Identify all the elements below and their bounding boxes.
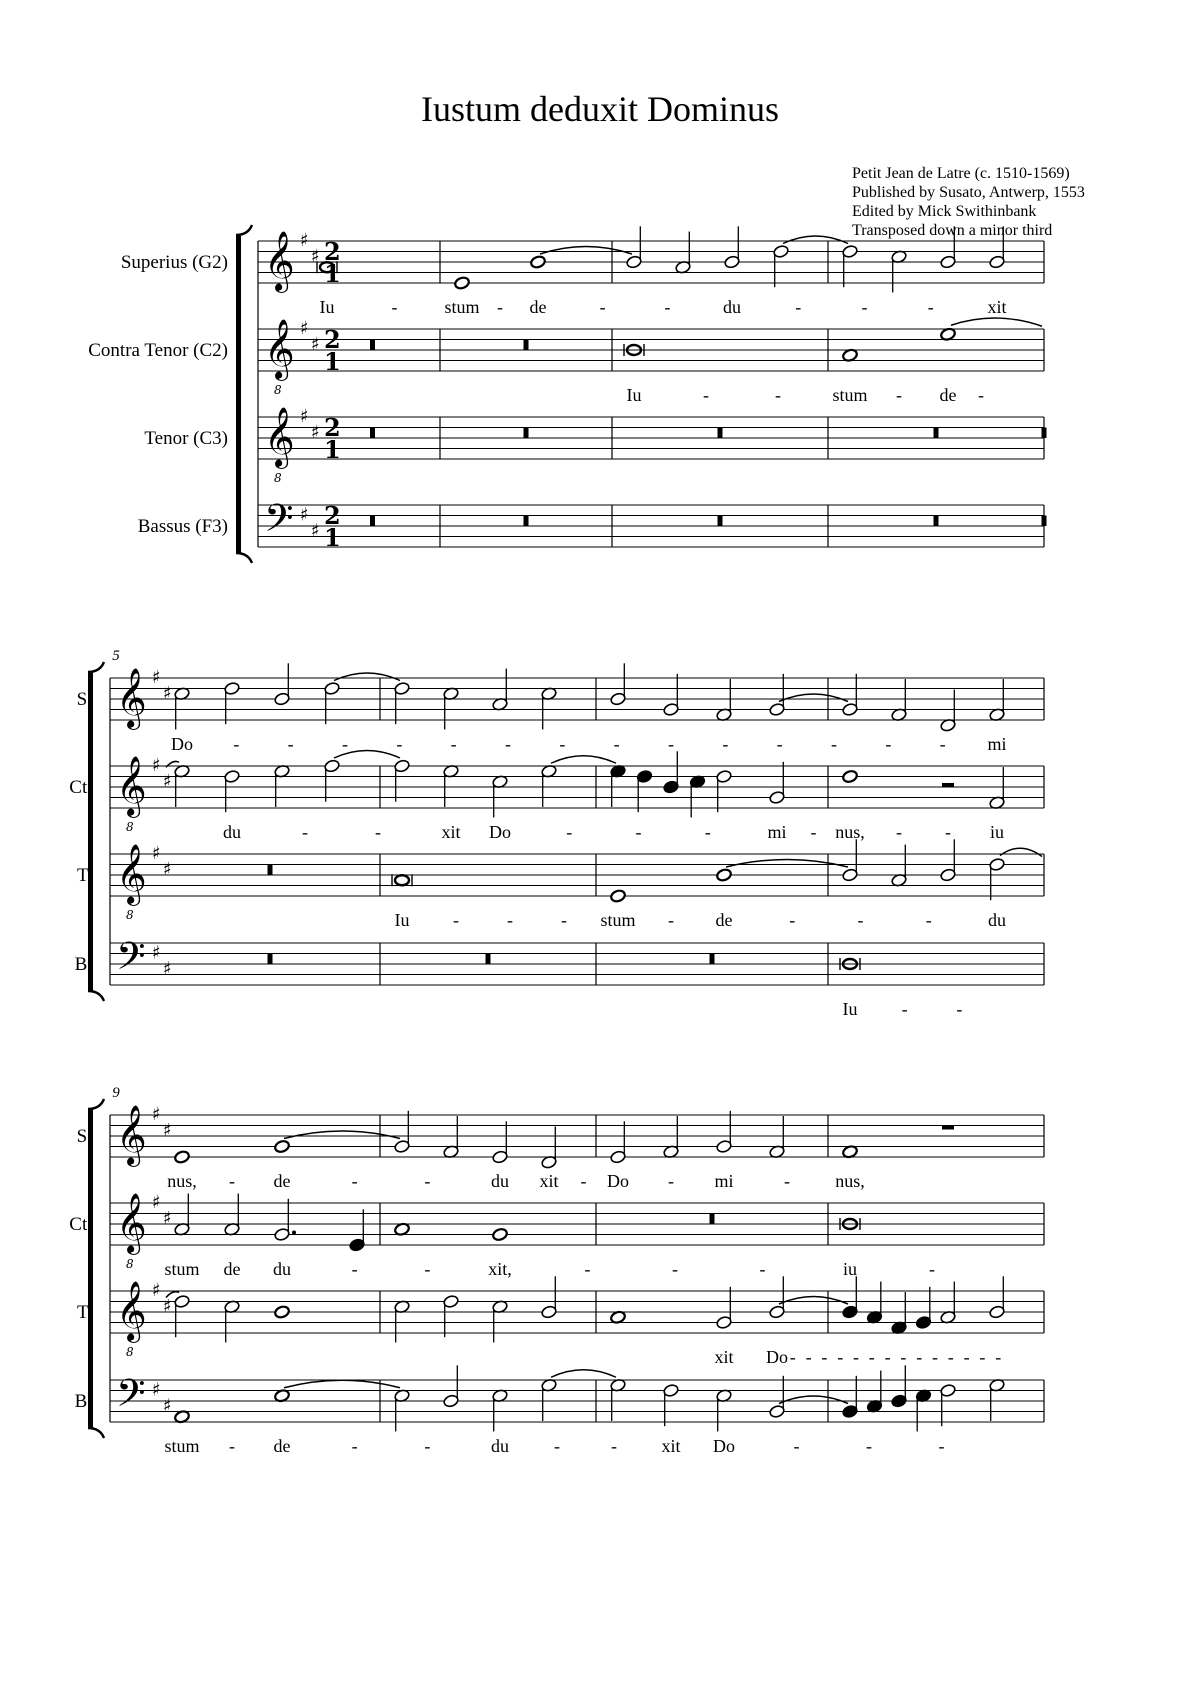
octave-eight-mark: 8 — [126, 1345, 134, 1360]
breve-rest-icon — [524, 340, 529, 351]
lyric-syllable: Do — [607, 1171, 629, 1191]
tie — [783, 236, 848, 244]
lyric-hyphen: - — [945, 822, 951, 842]
lyric-hyphen: - — [805, 1347, 812, 1367]
lyric-syllable: Do — [713, 1436, 735, 1456]
lyric-syllable: nus, — [835, 822, 865, 842]
lyric-hyphen: - — [668, 734, 674, 754]
bracket-hook — [88, 662, 104, 672]
time-sig-top: 2 — [324, 501, 341, 530]
sharp-icon: ♯ — [163, 958, 172, 980]
lyric-hyphen: - — [821, 1347, 828, 1367]
part-label: Ct. — [69, 1214, 92, 1235]
staff-4 — [75, 934, 1044, 1019]
sharp-icon: ♯ — [311, 421, 320, 443]
lyric-syllable: Iu — [394, 910, 410, 930]
lyric-hyphen: - — [979, 1347, 986, 1367]
lyric-hyphen: - — [901, 999, 908, 1019]
sharp-icon: ♯ — [300, 406, 309, 427]
lyric-hyphen: - — [424, 1171, 431, 1191]
lyric-hyphen: - — [507, 910, 513, 930]
measure-number: 5 — [112, 648, 120, 664]
sharp-icon: ♯ — [152, 1192, 161, 1213]
lyric-hyphen: - — [775, 385, 781, 405]
sharp-icon: ♯ — [163, 682, 172, 704]
staff-1 — [77, 1104, 1044, 1191]
lyric-hyphen: - — [793, 1436, 800, 1456]
breve-rest-icon — [486, 954, 491, 965]
lyric-hyphen: - — [351, 1259, 358, 1279]
part-label: Ct. — [69, 777, 92, 798]
breve-rest-icon — [524, 516, 529, 527]
lyric-hyphen: - — [672, 1259, 678, 1279]
breve-note — [395, 875, 409, 885]
sharp-icon: ♯ — [152, 942, 161, 964]
treble-clef-icon: 𝄞 — [116, 667, 147, 728]
lyric-syllable: xit, — [488, 1259, 512, 1279]
lyric-hyphen: - — [938, 1436, 945, 1456]
lyric-syllable: xit — [661, 1436, 681, 1456]
lyric-syllable: Iu — [626, 385, 642, 405]
tie — [284, 1380, 400, 1388]
breve-rest-icon — [524, 428, 529, 439]
staff-4 — [75, 1365, 1044, 1456]
system-1 — [88, 225, 1046, 563]
semibreve-note — [610, 889, 627, 903]
lyric-syllable: du — [723, 297, 741, 317]
lyric-hyphen: - — [229, 1436, 235, 1456]
staff-4 — [138, 496, 1047, 552]
part-label: S. — [76, 689, 92, 710]
semibreve-note — [842, 769, 859, 783]
lyric-hyphen: - — [424, 1259, 431, 1279]
lyric-hyphen: - — [450, 734, 457, 754]
treble-clef-icon: 𝄞 — [116, 1192, 147, 1253]
lyric-syllable: mi — [767, 822, 787, 842]
semibreve-note — [530, 255, 547, 269]
part-label: Superius (G2) — [120, 252, 228, 273]
part-label: B. — [74, 1391, 92, 1412]
lyric-syllable: xit — [441, 822, 461, 842]
augmentation-dot — [292, 1231, 296, 1235]
octave-eight-mark: 8 — [126, 1257, 134, 1272]
staff-2 — [69, 1192, 1044, 1279]
lyric-syllable: mi — [987, 734, 1007, 754]
lyric-syllable: de — [273, 1436, 291, 1456]
publisher-credit: Published by Susato, Antwerp, 1553 — [852, 184, 1085, 201]
staff-1 — [121, 226, 1044, 317]
part-label: T. — [77, 865, 92, 886]
lyric-syllable: Iu — [319, 297, 335, 317]
lyric-syllable: du — [988, 910, 1006, 930]
sharp-icon: ♯ — [163, 1207, 172, 1229]
sharp-icon: ♯ — [163, 770, 172, 792]
lyric-hyphen: - — [580, 1171, 587, 1191]
lyric-syllable: stum — [600, 910, 636, 930]
semibreve-note — [454, 276, 471, 290]
lyric-syllable: de — [273, 1171, 291, 1191]
lyric-hyphen: - — [789, 910, 796, 930]
lyric-syllable: xit — [714, 1347, 734, 1367]
lyric-hyphen: - — [342, 734, 348, 754]
breve-rest-icon — [1042, 428, 1047, 439]
octave-eight-mark: 8 — [126, 908, 134, 923]
time-sig-bottom: 1 — [324, 435, 341, 464]
lyric-hyphen: - — [784, 1171, 790, 1191]
staff-2 — [69, 751, 1044, 843]
system-bracket — [236, 235, 241, 553]
lyric-syllable: du — [491, 1436, 509, 1456]
lyric-hyphen: - — [810, 822, 817, 842]
lyric-hyphen: - — [789, 1347, 796, 1367]
part-label: Contra Tenor (C2) — [88, 340, 228, 361]
tie — [779, 694, 848, 702]
lyric-hyphen: - — [795, 297, 802, 317]
lyric-hyphen: - — [776, 734, 783, 754]
lyric-hyphen: - — [939, 734, 946, 754]
lyric-hyphen: - — [233, 734, 240, 754]
semibreve-rest-icon — [942, 1126, 954, 1130]
transposition-note: Transposed down a minor third — [852, 222, 1053, 239]
time-sig-top: 2 — [324, 325, 341, 354]
lyric-syllable: nus, — [835, 1171, 865, 1191]
sharp-icon: ♯ — [152, 843, 161, 864]
sharp-icon: ♯ — [152, 667, 161, 688]
lyric-hyphen: - — [559, 734, 566, 754]
lyric-hyphen: - — [302, 822, 308, 842]
lyric-hyphen: - — [956, 999, 963, 1019]
lyric-hyphen: - — [396, 734, 403, 754]
semibreve-note — [174, 1150, 191, 1164]
lyric-hyphen: - — [995, 1347, 1002, 1367]
tie — [284, 1131, 400, 1139]
staff-3 — [77, 1276, 1044, 1367]
lyric-hyphen: - — [664, 297, 671, 317]
part-label: S. — [76, 1126, 92, 1147]
lyric-hyphen: - — [759, 1259, 766, 1279]
lyric-hyphen: - — [424, 1436, 431, 1456]
composer-credit: Petit Jean de Latre (c. 1510-1569) — [852, 165, 1070, 182]
lyric-hyphen: - — [704, 822, 711, 842]
lyric-hyphen: - — [947, 1347, 954, 1367]
lyric-hyphen: - — [566, 822, 573, 842]
breve-rest-icon — [1042, 516, 1047, 527]
lyric-hyphen: - — [929, 1259, 935, 1279]
part-label: Bassus (F3) — [137, 516, 228, 537]
lyric-hyphen: - — [932, 1347, 938, 1367]
lyric-syllable: du — [223, 822, 241, 842]
lyric-hyphen: - — [927, 297, 934, 317]
sharp-icon: ♯ — [152, 1280, 161, 1301]
sharp-icon: ♯ — [300, 504, 309, 526]
sharp-icon: ♯ — [163, 858, 172, 880]
lyric-syllable: du — [491, 1171, 509, 1191]
breve-rest-icon — [934, 428, 939, 439]
lyric-hyphen: - — [925, 910, 932, 930]
octave-eight-mark: 8 — [126, 820, 134, 835]
tie — [779, 1297, 848, 1305]
lyric-syllable: Do — [766, 1347, 788, 1367]
lyric-syllable: stum — [832, 385, 868, 405]
system-3 — [69, 1099, 1044, 1456]
breve-rest-icon — [718, 428, 723, 439]
lyric-hyphen: - — [861, 297, 868, 317]
breve-rest-icon — [934, 516, 939, 527]
part-label: B. — [74, 954, 92, 975]
lyric-hyphen: - — [561, 910, 567, 930]
bracket-hook — [88, 991, 104, 1001]
tie — [551, 1370, 616, 1378]
treble-clef-icon: 𝄞 — [264, 318, 295, 379]
lyric-hyphen: - — [857, 910, 864, 930]
part-label: Tenor (C3) — [144, 428, 228, 449]
lyric-syllable: iu — [989, 822, 1005, 842]
system-2 — [69, 662, 1044, 1019]
bracket-hook — [88, 1428, 104, 1438]
lyric-hyphen: - — [963, 1347, 970, 1367]
breve-rest-icon — [710, 1214, 715, 1225]
sharp-icon: ♯ — [163, 1395, 172, 1417]
lyric-syllable: xit — [539, 1171, 559, 1191]
lyric-hyphen: - — [668, 910, 674, 930]
lyric-hyphen: - — [853, 1347, 859, 1367]
lyric-hyphen: - — [866, 1436, 872, 1456]
bass-clef-icon: 𝄢 — [116, 1370, 146, 1425]
lyric-hyphen: - — [831, 734, 837, 754]
lyric-syllable: stum — [164, 1436, 200, 1456]
sharp-icon: ♯ — [300, 230, 309, 251]
lyric-syllable: de — [223, 1259, 241, 1279]
lyric-hyphen: - — [505, 734, 511, 754]
tie — [779, 1396, 848, 1404]
time-sig-top: 2 — [324, 413, 341, 442]
bass-clef-icon: 𝄢 — [116, 933, 146, 988]
lyric-hyphen: - — [668, 1171, 674, 1191]
lyric-hyphen: - — [868, 1347, 875, 1367]
sharp-icon: ♯ — [311, 333, 320, 355]
lyric-hyphen: - — [391, 297, 398, 317]
lyric-syllable: stum — [164, 1259, 200, 1279]
sharp-icon: ♯ — [163, 1119, 172, 1141]
tie — [551, 756, 616, 764]
lyric-hyphen: - — [896, 385, 902, 405]
lyric-syllable: stum — [444, 297, 480, 317]
staff-2 — [88, 318, 1044, 405]
tie — [726, 860, 848, 868]
lyric-syllable: iu — [842, 1259, 858, 1279]
minim-rest-icon — [942, 783, 954, 787]
treble-clef-icon: 𝄞 — [116, 1104, 147, 1165]
breve-rest-icon — [268, 865, 273, 876]
treble-clef-icon: 𝄞 — [116, 755, 147, 816]
sharp-icon: ♯ — [311, 245, 320, 267]
treble-clef-icon: 𝄞 — [264, 230, 295, 291]
breve-rest-icon — [370, 516, 375, 527]
lyric-syllable: du — [273, 1259, 291, 1279]
bracket-hook — [236, 225, 252, 235]
semibreve-note — [274, 1139, 291, 1153]
lyric-hyphen: - — [635, 822, 642, 842]
lyric-hyphen: - — [837, 1347, 844, 1367]
staff-3 — [144, 406, 1046, 485]
lyric-hyphen: - — [287, 734, 294, 754]
sharp-icon: ♯ — [163, 1295, 172, 1317]
lyric-hyphen: - — [896, 822, 902, 842]
lyric-hyphen: - — [351, 1171, 358, 1191]
tie — [951, 318, 1042, 326]
lyric-hyphen: - — [722, 734, 729, 754]
sharp-icon: ♯ — [152, 1379, 161, 1401]
time-sig-bottom: 1 — [324, 523, 341, 552]
lyric-hyphen: - — [978, 385, 984, 405]
bass-clef-icon: 𝄢 — [264, 495, 294, 550]
tie — [540, 247, 632, 255]
lyric-hyphen: - — [599, 297, 606, 317]
lyric-hyphen: - — [229, 1171, 235, 1191]
breve-rest-icon — [710, 954, 715, 965]
breve-rest-icon — [370, 340, 375, 351]
lyric-hyphen: - — [453, 910, 459, 930]
staff-1 — [77, 663, 1044, 754]
lyric-hyphen: - — [375, 822, 381, 842]
staff-3 — [77, 839, 1044, 930]
lyric-hyphen: - — [703, 385, 709, 405]
time-sig-bottom: 1 — [324, 347, 341, 376]
lyric-hyphen: - — [884, 1347, 891, 1367]
lyric-hyphen: - — [611, 1436, 617, 1456]
breve-rest-icon — [268, 954, 273, 965]
lyric-hyphen: - — [584, 1259, 591, 1279]
treble-clef-icon: 𝄞 — [264, 406, 295, 467]
treble-clef-icon: 𝄞 — [116, 843, 147, 904]
breve-rest-icon — [370, 428, 375, 439]
semibreve-note — [274, 1305, 291, 1319]
lyric-hyphen: - — [900, 1347, 907, 1367]
lyric-hyphen: - — [497, 297, 503, 317]
lyric-syllable: de — [939, 385, 957, 405]
lyric-syllable: de — [529, 297, 547, 317]
breve-rest-icon — [718, 516, 723, 527]
sharp-icon: ♯ — [152, 1104, 161, 1125]
tie — [1000, 848, 1042, 856]
system-bracket — [88, 1109, 93, 1428]
sharp-icon: ♯ — [311, 520, 320, 542]
sharp-icon: ♯ — [300, 318, 309, 339]
lyric-syllable: de — [715, 910, 733, 930]
lyric-hyphen: - — [613, 734, 620, 754]
lyric-syllable: mi — [714, 1171, 734, 1191]
bracket-hook — [88, 1099, 104, 1109]
lyric-hyphen: - — [351, 1436, 358, 1456]
semibreve-note — [716, 868, 733, 882]
lyric-hyphen: - — [885, 734, 892, 754]
lyric-syllable: Do — [489, 822, 511, 842]
time-sig-top: 2 — [324, 237, 341, 266]
lyric-hyphen: - — [916, 1347, 923, 1367]
lyric-syllable: Iu — [842, 999, 858, 1019]
part-label: T. — [77, 1302, 92, 1323]
lyric-hyphen: - — [554, 1436, 560, 1456]
treble-clef-icon: 𝄞 — [116, 1280, 147, 1341]
octave-eight-mark: 8 — [274, 383, 282, 398]
sharp-icon: ♯ — [152, 755, 161, 776]
system-bracket — [88, 672, 93, 991]
bracket-hook — [236, 553, 252, 563]
lyric-syllable: Do — [171, 734, 193, 754]
time-sig-bottom: 1 — [324, 259, 341, 288]
semibreve-note — [492, 1227, 509, 1241]
lyric-syllable: xit — [987, 297, 1007, 317]
tie — [334, 673, 400, 681]
editor-credit: Edited by Mick Swithinbank — [852, 203, 1037, 220]
score-title: Iustum deduxit Dominus — [421, 89, 779, 129]
octave-eight-mark: 8 — [274, 471, 282, 486]
lyric-syllable: nus, — [167, 1171, 197, 1191]
measure-number: 9 — [112, 1085, 120, 1101]
